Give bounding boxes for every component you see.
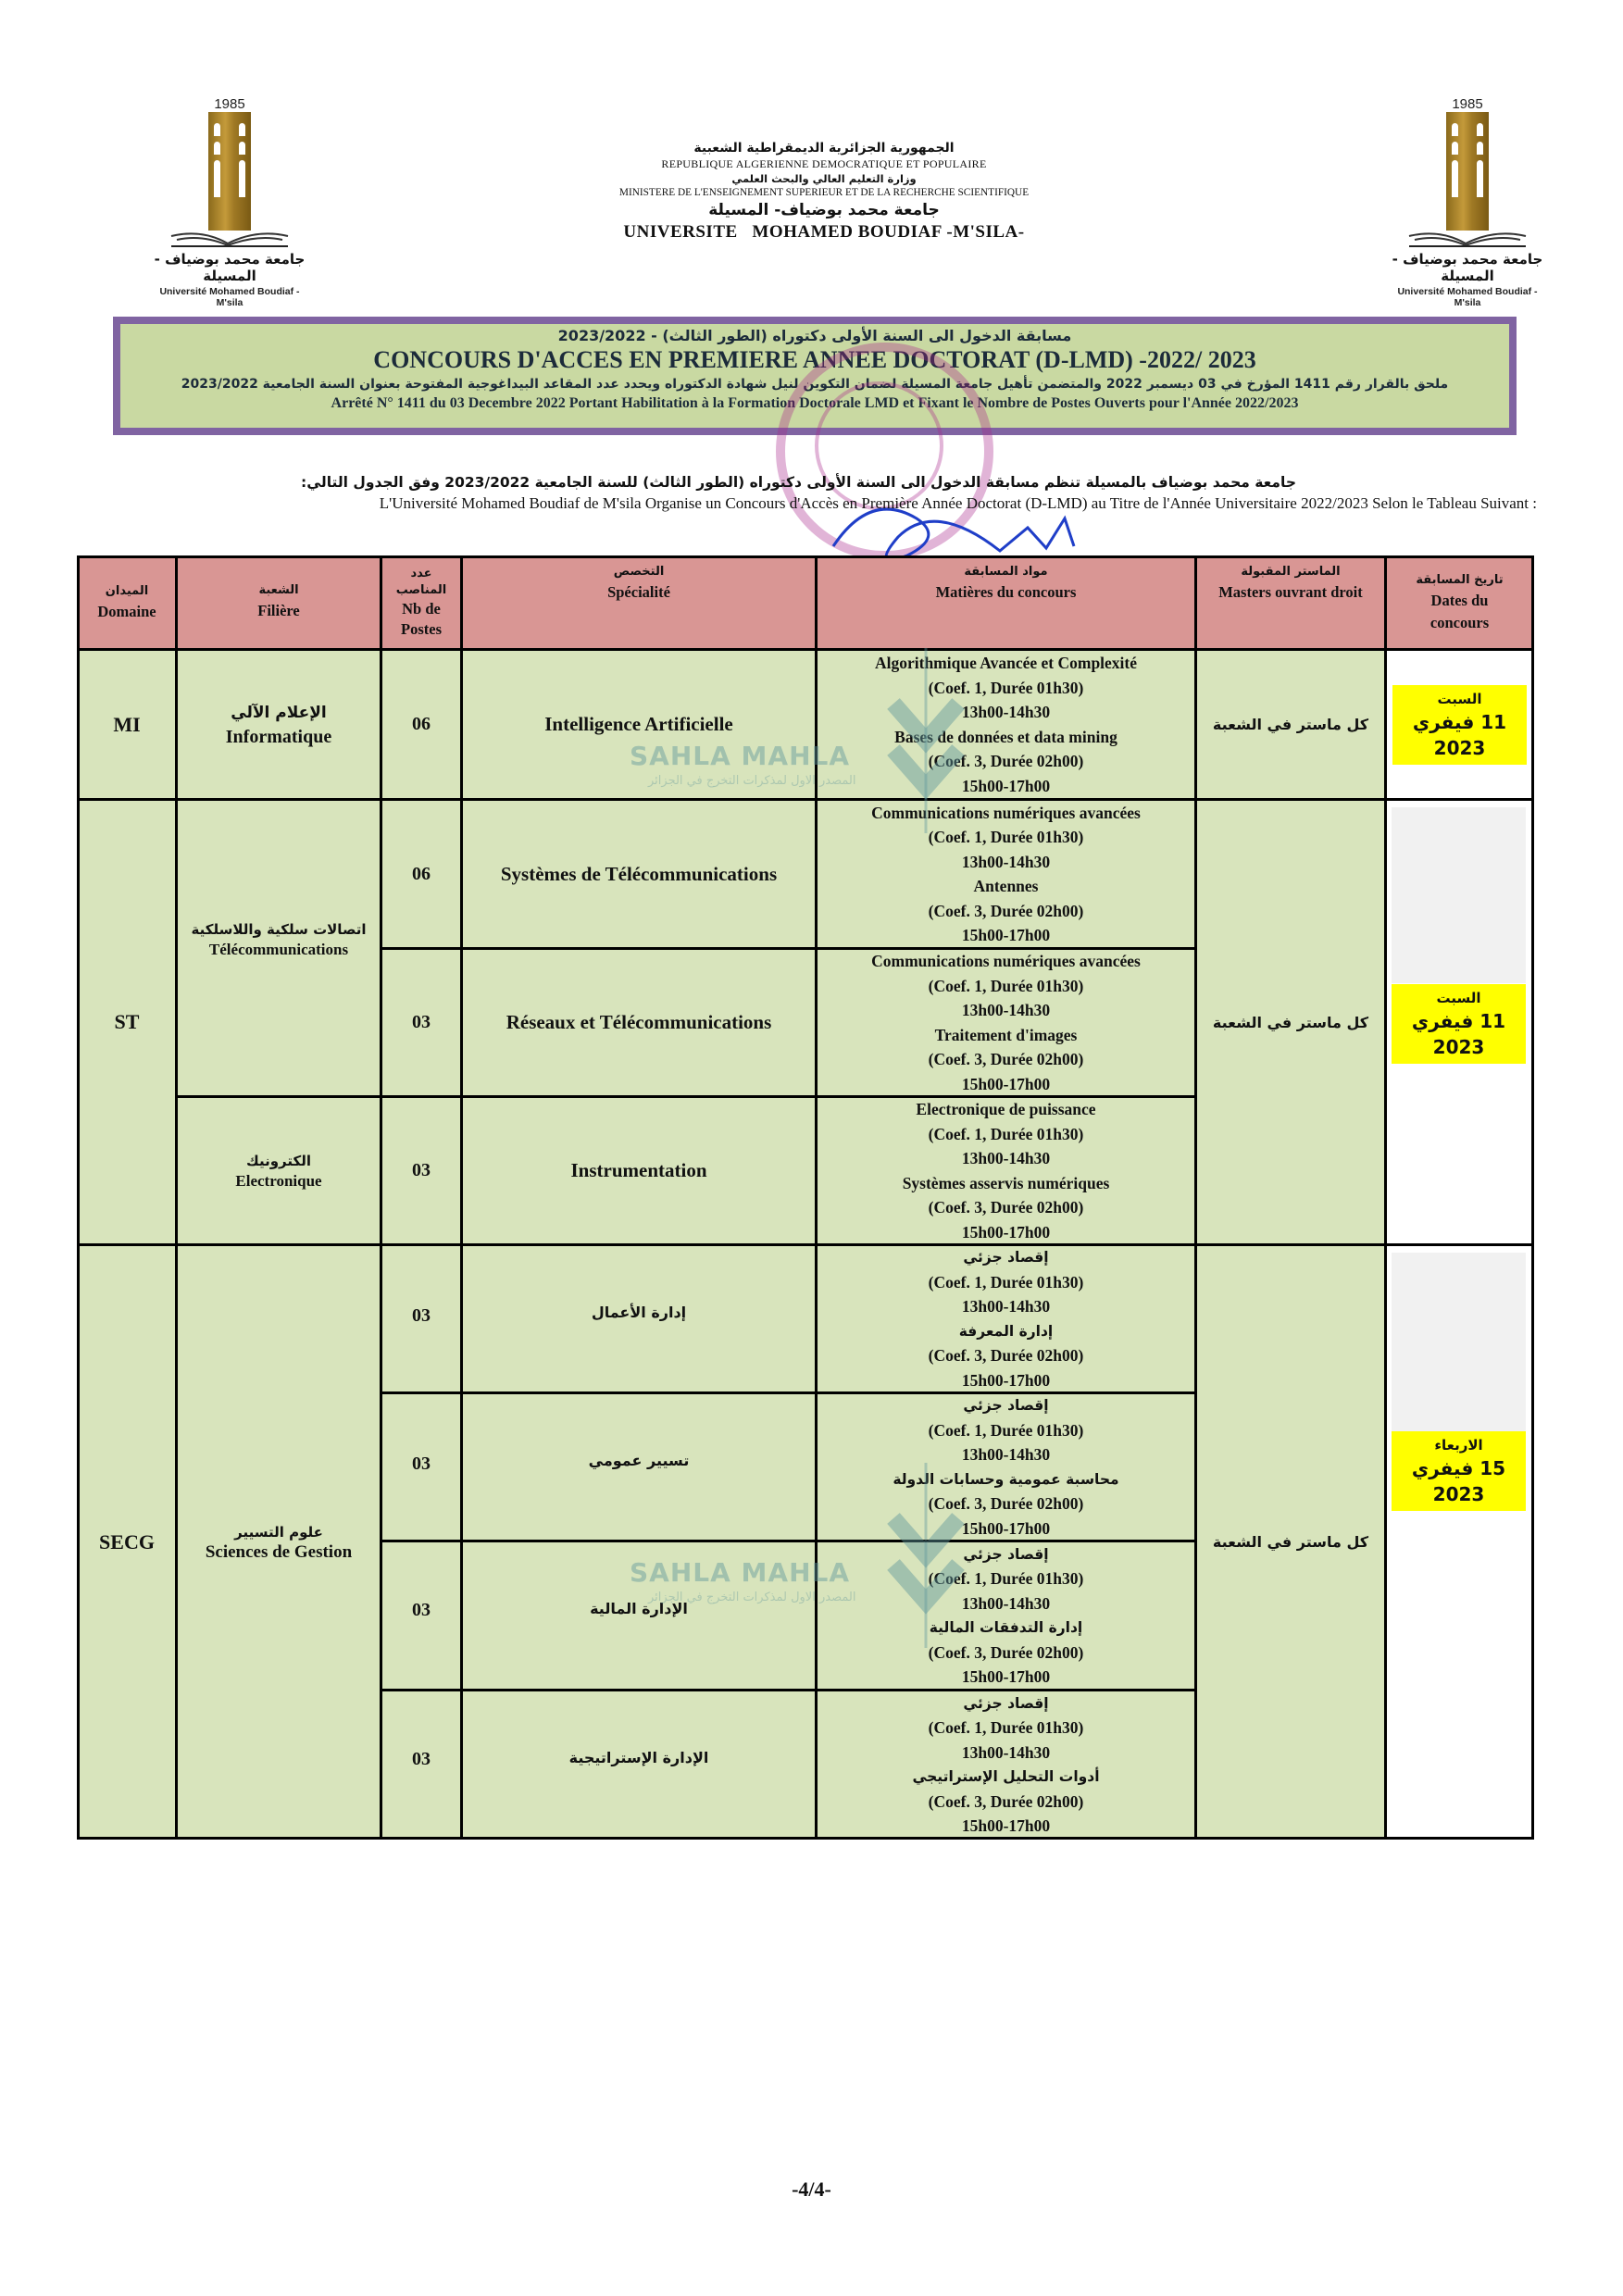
- specialite-cell: Systèmes de Télécommunications: [460, 798, 815, 947]
- postes-cell: 06: [380, 798, 460, 947]
- specialite-cell: الإدارة الإستراتيجية: [460, 1689, 815, 1838]
- specialite-cell: Intelligence Artificielle: [460, 648, 815, 798]
- logo-name-ar: جامعة محمد بوضياف - المسيلة: [154, 251, 306, 284]
- logo-name-ar: جامعة محمد بوضياف - المسيلة: [1392, 251, 1543, 284]
- matieres-cell: Communications numériques avancées (Coef. 1, Durée 01h30) 13h00-14h30 Antennes (Coef. 3, Durée 02h00) 15h00-17h00: [815, 798, 1194, 947]
- postes-cell: 03: [380, 1689, 460, 1838]
- header-domaine: الميدان Domaine: [79, 557, 175, 648]
- header-masters: الماستر المقبولة Masters ouvrant droit: [1194, 557, 1384, 648]
- watermark-logo-icon: [884, 1463, 968, 1648]
- filiere-electronique: الكترونيك Electronique: [175, 1095, 380, 1243]
- matieres-cell: إقصاد جزئي (Coef. 1, Durée 01h30) 13h00-14h30 محاسبة عمومية وحسابات الدولة (Coef. 3, Durée 02h00) 15h00-17h00: [815, 1391, 1194, 1540]
- university-logo-left: [151, 97, 308, 308]
- domain-mi: MI: [79, 648, 175, 798]
- matieres-cell: Algorithmique Avancée et Complexité (Coef. 1, Durée 01h30) 13h00-14h30 Bases de données et data mining (Coef. 3, Durée 02h00) 15h00-17h00: [815, 648, 1194, 798]
- specialite-cell: تسيير عمومي: [460, 1391, 815, 1540]
- tower-icon: [1446, 112, 1489, 231]
- header-filiere: الشعبة Filière: [175, 557, 380, 648]
- title-ar: مسابقة الدخول الى السنة الأولى دكتوراه (الطور الثالث) - 2023/2022: [557, 327, 1072, 344]
- logo-year: 1985: [1452, 96, 1483, 112]
- header-postes: عدد المناصب Nb de Postes: [380, 557, 460, 648]
- date-cell: [1384, 798, 1532, 1243]
- domain-secg: SECG: [79, 1243, 175, 1838]
- filiere-informatique: الإعلام الآلي Informatique: [175, 648, 380, 798]
- decree-ar: ملحق بالقرار رقم 1411 المؤرخ في 03 ديسمبر 2022 والمتضمن تأهيل جامعة المسيلة لضمان التكوين لنيل شهادة الدكتوراه ويحدد عدد المقاعد البيداغوجية المفتوحة بعنوان السنة الجامعية 2023/2022: [181, 377, 1449, 392]
- masters-cell: كل ماستر في الشعبة: [1194, 648, 1384, 798]
- date-highlight: السبت 11 فيفري 2023: [1392, 685, 1527, 765]
- date-cell: [1384, 1243, 1532, 1838]
- republic-fr: REPUBLIQUE ALGERIENNE DEMOCRATIQUE ET POPULAIRE: [661, 157, 987, 170]
- logo-name-fr: Université Mohamed Boudiaf - M'sila: [1397, 286, 1538, 308]
- masters-cell: كل ماستر في الشعبة: [1194, 798, 1384, 1243]
- matieres-cell: Electronique de puissance (Coef. 1, Durée 01h30) 13h00-14h30 Systèmes asservis numériques (Coef. 3, Durée 02h00) 15h00-17h00: [815, 1095, 1194, 1243]
- specialite-cell: Instrumentation: [460, 1095, 815, 1243]
- watermark-tagline: المصدر الاول لمذكرات التخرج في الجزائر: [648, 774, 856, 788]
- university-fr: UNIVERSITE MOHAMED BOUDIAF -M'SILA-: [623, 222, 1025, 242]
- tower-icon: [208, 112, 251, 231]
- matieres-cell: إقصاد جزئي (Coef. 1, Durée 01h30) 13h00-14h30 إدارة التدفقات المالية (Coef. 3, Durée 02h00) 15h00-17h00: [815, 1540, 1194, 1689]
- postes-cell: 03: [380, 1243, 460, 1391]
- intro-text-ar: جامعة محمد بوضياف بالمسيلة تنظم مسابقة الدخول الى السنة الأولى دكتوراه (الطور الثالث) للسنة الجامعية 2023/2022 وفق الجدول التالي:: [301, 474, 1296, 491]
- logo-year: 1985: [214, 96, 245, 112]
- republic-ar: الجمهورية الجزائرية الديمقراطية الشعبية: [693, 141, 955, 156]
- watermark-brand: SAHLA MAHLA: [630, 1557, 851, 1588]
- header-dates: تاريخ المسابقة Dates du concours: [1384, 557, 1532, 648]
- open-book-icon: [169, 227, 290, 247]
- header-matieres: مواد المسابقة Matières du concours: [815, 557, 1194, 648]
- date-cell: [1384, 648, 1532, 798]
- postes-cell: 03: [380, 947, 460, 1095]
- postes-cell: 03: [380, 1095, 460, 1243]
- postes-cell: 06: [380, 648, 460, 798]
- university-ar: جامعة محمد بوضياف- المسيلة: [708, 201, 940, 219]
- watermark-tagline: المصدر الاول لمذكرات التخرج في الجزائر: [648, 1591, 856, 1604]
- specialite-cell: الإدارة المالية: [460, 1540, 815, 1689]
- page-number: -4/4-: [792, 2177, 831, 2201]
- date-highlight: الاربعاء 15 فيفري 2023: [1392, 1431, 1526, 1511]
- date-highlight: السبت 11 فيفري 2023: [1392, 984, 1526, 1064]
- document-header: [518, 139, 1130, 244]
- filiere-sciences-gestion: علوم التسيير Sciences de Gestion: [175, 1243, 380, 1838]
- postes-cell: 03: [380, 1540, 460, 1689]
- matieres-cell: Communications numériques avancées (Coef. 1, Durée 01h30) 13h00-14h30 Traitement d'images (Coef. 3, Durée 02h00) 15h00-17h00: [815, 947, 1194, 1095]
- watermark-logo-icon: [884, 648, 968, 833]
- specialite-cell: Réseaux et Télécommunications: [460, 947, 815, 1095]
- postes-cell: 03: [380, 1391, 460, 1540]
- ministry-ar: وزارة التعليم العالي والبحث العلمي: [731, 172, 917, 185]
- title-fr: CONCOURS D'ACCES EN PREMIERE ANNEE DOCTORAT (D-LMD) -2022/ 2023: [373, 346, 1256, 373]
- header-specialite: التخصص Spécialité: [460, 557, 815, 648]
- filiere-telecommunications: اتصالات سلكية واللاسلكية Télécommunications: [175, 798, 380, 1095]
- date-band: [1392, 807, 1526, 983]
- specialite-cell: إدارة الأعمال: [460, 1243, 815, 1391]
- masters-cell: كل ماستر في الشعبة: [1194, 1243, 1384, 1838]
- domain-st: ST: [79, 798, 175, 1243]
- ministry-fr: MINISTERE DE L'ENSEIGNEMENT SUPERIEUR ET DE LA RECHERCHE SCIENTIFIQUE: [618, 187, 1030, 198]
- matieres-cell: إقصاد جزئي (Coef. 1, Durée 01h30) 13h00-14h30 إدارة المعرفة (Coef. 3, Durée 02h00) 15h00-17h00: [815, 1243, 1194, 1391]
- watermark-brand: SAHLA MAHLA: [630, 741, 851, 771]
- decree-fr: Arrêté N° 1411 du 03 Decembre 2022 Portant Habilitation à la Formation Doctorale LMD et Fixant le Nombre de Postes Ouverts pour l'Année 2022/2023: [331, 395, 1299, 411]
- matieres-cell: إقصاد جزئي (Coef. 1, Durée 01h30) 13h00-14h30 أدوات التحليل الإستراتيجي (Coef. 3, Durée 02h00) 15h00-17h00: [815, 1689, 1194, 1838]
- open-book-icon: [1407, 227, 1528, 247]
- logo-name-fr: Université Mohamed Boudiaf - M'sila: [159, 286, 300, 308]
- intro-text-fr: L'Université Mohamed Boudiaf de M'sila Organise un Concours d'Accès en Première Année Doctorat (D-LMD) au Titre de l'Année Universitaire 2022/2023 Selon le Tableau Suivant :: [379, 494, 1537, 512]
- university-logo-right: [1389, 97, 1546, 308]
